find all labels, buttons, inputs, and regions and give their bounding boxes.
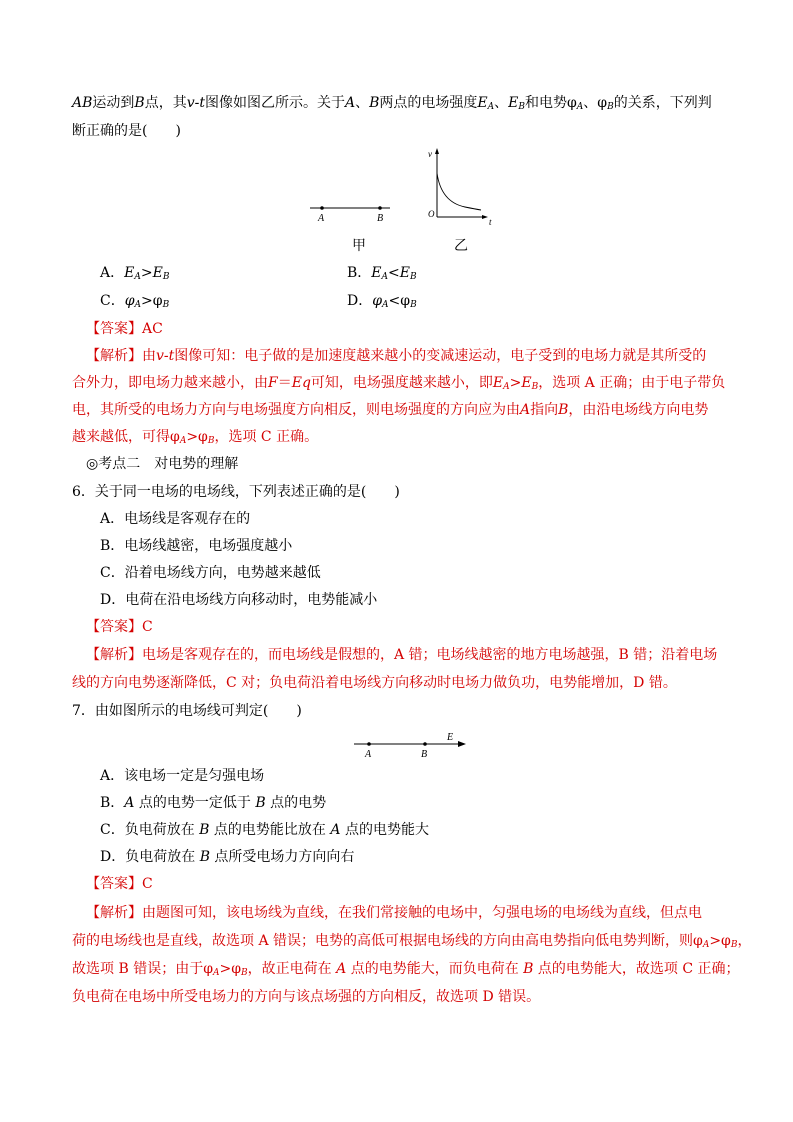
text: B bbox=[558, 402, 569, 418]
text: B bbox=[255, 795, 266, 811]
text: < bbox=[388, 265, 400, 281]
q6-option-d: D．电荷在沿电场线方向移动时，电势能减小 bbox=[100, 592, 378, 608]
q6-answer: 【答案】C bbox=[86, 619, 153, 635]
text: φ bbox=[372, 293, 383, 309]
q5-option-b bbox=[347, 263, 417, 283]
subscript: A bbox=[503, 382, 510, 392]
subscript: A bbox=[381, 272, 389, 282]
q5-explanation-line1 bbox=[86, 346, 706, 366]
q7-option-c bbox=[100, 820, 429, 840]
text: 点所受电场力方向向右 bbox=[209, 849, 355, 865]
q6-explanation-line1: 【解析】电场是客观存在的，而电场线是假想的，A 错；电场线越密的地方电场越强，B 错；沿着电场 bbox=[86, 647, 718, 663]
figure-jia-field-line bbox=[300, 195, 400, 225]
subscript: B bbox=[410, 272, 417, 282]
text: v-t bbox=[186, 95, 205, 111]
text: v-t bbox=[156, 348, 175, 364]
label-b: B bbox=[377, 213, 384, 224]
text: E bbox=[124, 265, 135, 281]
label-a: A bbox=[318, 213, 325, 224]
text: A bbox=[124, 795, 135, 811]
text: E bbox=[477, 95, 488, 111]
label-o: O bbox=[428, 209, 435, 219]
q5-stem-line1 bbox=[72, 93, 712, 113]
text: 电，其所受的电场力方向与电场强度方向相反，则电场强度的方向应为由 bbox=[72, 402, 520, 418]
text: D．负电荷放在 bbox=[100, 849, 200, 865]
text: >φ bbox=[709, 933, 731, 949]
q7-explanation-line1: 【解析】由题图可知，该电场线为直线，在我们常接触的电场中，匀强电场的电场线为直线，但点电 bbox=[86, 905, 702, 921]
subscript: A bbox=[134, 300, 142, 310]
text: 荷的电场线也是直线，故选项 A 错误；电势的高低可根据电场线的方向由高电势指向低电势判断，则φ bbox=[72, 933, 703, 949]
subscript: B bbox=[607, 102, 614, 112]
label-a: A bbox=[365, 749, 372, 760]
text: 图像如图乙所示。关于 bbox=[204, 95, 345, 111]
subscript: A bbox=[487, 102, 495, 112]
text: 指向 bbox=[530, 402, 559, 418]
q7-stem: 7．由如图所示的电场线可判定( ) bbox=[72, 703, 302, 719]
subscript: B bbox=[518, 102, 525, 112]
text: 两点的电场强度 bbox=[379, 95, 478, 111]
text: ，由沿电场线方向电势 bbox=[568, 402, 709, 418]
q7-explanation-line2 bbox=[72, 931, 751, 951]
text: E bbox=[492, 375, 504, 391]
subscript: A bbox=[702, 940, 710, 950]
subscript: A bbox=[576, 102, 584, 112]
text: 和电势φ bbox=[524, 95, 577, 111]
subscript: B bbox=[207, 436, 215, 446]
text: >φ bbox=[219, 961, 242, 977]
text: ， bbox=[737, 933, 752, 949]
q5-stem-line2: 断正确的是( ) bbox=[72, 123, 181, 139]
q7-explanation-line3 bbox=[72, 959, 740, 979]
text: 、φ bbox=[583, 95, 608, 111]
q6-option-b: B．电场线越密，电场强度越小 bbox=[100, 538, 293, 554]
subscript: A bbox=[213, 968, 220, 978]
t-axis-arrow bbox=[482, 215, 488, 219]
q5-explanation-line3 bbox=[72, 400, 708, 420]
subscript: B bbox=[531, 382, 539, 392]
text: F bbox=[268, 375, 278, 391]
text: E bbox=[521, 375, 532, 391]
text: 故选项 B 错误；由于φ bbox=[72, 961, 213, 977]
subscript: A bbox=[134, 272, 141, 282]
q7-option-d bbox=[100, 847, 354, 867]
point-a-dot bbox=[367, 742, 371, 746]
text: B． bbox=[347, 265, 372, 281]
text: C．负电荷放在 bbox=[100, 822, 200, 838]
text: 点的电势能比放在 bbox=[209, 822, 331, 838]
point-a-dot bbox=[320, 206, 324, 210]
subscript: B bbox=[241, 968, 248, 978]
subscript: B bbox=[410, 300, 417, 310]
text: 可知，电场强度越来越小，即 bbox=[310, 375, 493, 391]
text: 合外力，即电场力越来越小，由 bbox=[72, 375, 268, 391]
point-b-dot bbox=[423, 742, 427, 746]
text: > bbox=[140, 265, 153, 281]
text: E bbox=[152, 265, 163, 281]
text: ，选项 A 正确；由于电子带负 bbox=[538, 375, 726, 391]
q7-explanation-line4: 负电荷在电场中所受电场力的方向与该点场强的方向相反，故选项 D 错误。 bbox=[72, 989, 541, 1005]
label-e: E bbox=[447, 732, 454, 743]
text: E bbox=[508, 95, 519, 111]
q5-option-a bbox=[100, 263, 169, 283]
text: A bbox=[336, 961, 347, 977]
subscript: B bbox=[162, 272, 170, 282]
q5-option-d bbox=[347, 291, 417, 311]
text: B bbox=[523, 961, 534, 977]
label-t: t bbox=[489, 217, 492, 227]
text: <φ bbox=[388, 293, 411, 309]
text: 点的电势 bbox=[265, 795, 327, 811]
text: D． bbox=[347, 293, 373, 309]
figure-q7-field-line bbox=[350, 730, 470, 760]
point-b-dot bbox=[378, 206, 382, 210]
field-line-arrow bbox=[458, 741, 466, 747]
text: 【解析】由 bbox=[86, 348, 156, 364]
q5-explanation-line4 bbox=[72, 427, 318, 447]
section-heading: ◎考点二 对电势的理解 bbox=[86, 456, 239, 472]
q6-stem: 6．关于同一电场的电场线，下列表述正确的是( ) bbox=[72, 484, 400, 500]
text: 点，其 bbox=[144, 95, 187, 111]
text: C． bbox=[100, 293, 125, 309]
text: A bbox=[520, 402, 531, 418]
text: 点的电势一定低于 bbox=[134, 795, 256, 811]
q5-explanation-line2 bbox=[72, 373, 725, 393]
text: ＝ bbox=[277, 375, 292, 391]
text: E bbox=[399, 265, 410, 281]
text: > bbox=[509, 375, 522, 391]
text: >φ bbox=[141, 293, 163, 309]
text: 运动到 bbox=[92, 95, 135, 111]
q7-answer: 【答案】C bbox=[86, 876, 153, 892]
figure-yi-vt-graph bbox=[425, 145, 495, 225]
text: ，故正电荷在 bbox=[247, 961, 337, 977]
label-v: v bbox=[428, 149, 432, 159]
text: 点的电势能大，故选项 C 正确； bbox=[533, 961, 740, 977]
subscript: B bbox=[162, 300, 170, 310]
vt-curve bbox=[437, 173, 481, 210]
q6-option-c: C．沿着电场线方向，电势越来越低 bbox=[100, 565, 321, 581]
label-b: B bbox=[421, 749, 428, 760]
caption-yi: 乙 bbox=[454, 238, 468, 254]
q5-option-c bbox=[100, 291, 169, 311]
text: 、 bbox=[494, 95, 509, 111]
text: 的关系，下列判 bbox=[613, 95, 712, 111]
text: E bbox=[371, 265, 382, 281]
text: B． bbox=[100, 795, 125, 811]
text: AB bbox=[72, 95, 93, 111]
q7-option-b bbox=[100, 793, 326, 813]
text: 越来越低，可得φ bbox=[72, 429, 180, 445]
subscript: A bbox=[382, 300, 389, 310]
text: φ bbox=[124, 293, 135, 309]
text: B bbox=[199, 822, 210, 838]
text: ，选项 C 正确。 bbox=[214, 429, 319, 445]
text: 点的电势能大 bbox=[340, 822, 429, 838]
text: >φ bbox=[186, 429, 208, 445]
text: B bbox=[134, 95, 145, 111]
subscript: A bbox=[179, 436, 187, 446]
text: A bbox=[344, 95, 356, 111]
text: B bbox=[369, 95, 380, 111]
text: Eq bbox=[291, 375, 311, 391]
text: 、 bbox=[355, 95, 370, 111]
q5-answer: 【答案】AC bbox=[86, 321, 163, 337]
q7-option-a: A．该电场一定是匀强电场 bbox=[100, 768, 265, 784]
subscript: B bbox=[730, 940, 738, 950]
text: B bbox=[199, 849, 210, 865]
caption-jia: 甲 bbox=[352, 238, 366, 254]
v-axis-arrow bbox=[435, 148, 439, 154]
q6-explanation-line2: 线的方向电势逐渐降低，C 对；负电荷沿着电场线方向移动时电场力做负功，电势能增加，D 错。 bbox=[72, 675, 677, 691]
q6-option-a: A．电场线是客观存在的 bbox=[100, 511, 251, 527]
text: 点的电势能大，而负电荷在 bbox=[346, 961, 524, 977]
text: A． bbox=[100, 265, 125, 281]
text: 图像可知：电子做的是加速度越来越小的变减速运动，电子受到的电场力就是其所受的 bbox=[174, 348, 707, 364]
text: A bbox=[330, 822, 341, 838]
